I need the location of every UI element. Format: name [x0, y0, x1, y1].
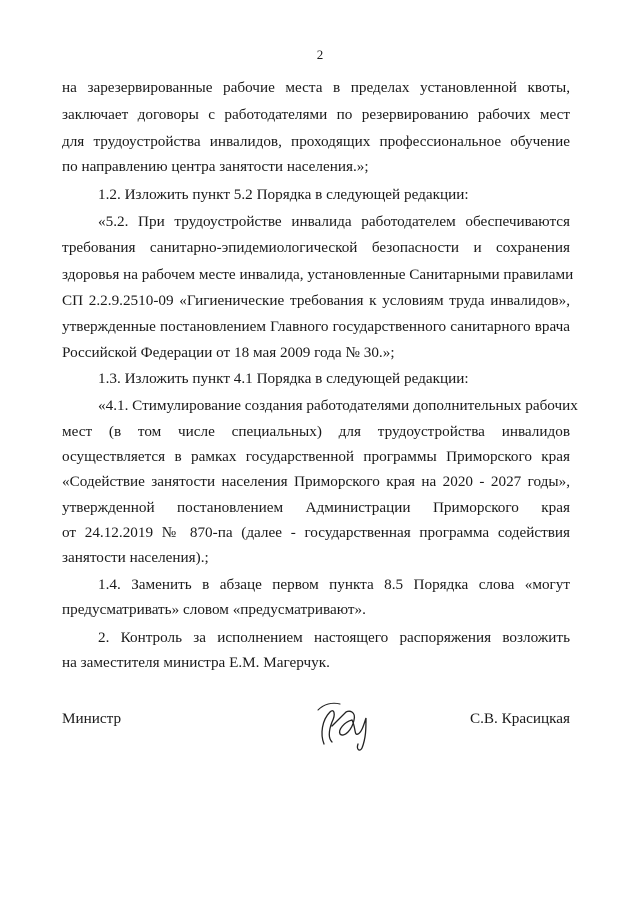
text-line: СП 2.2.9.2510-09 «Гигиенические требования к условиям труда инвалидов»,: [62, 292, 570, 309]
text-line: 1.3. Изложить пункт 4.1 Порядка в следующей редакции:: [98, 370, 469, 387]
text-line: 2. Контроль за исполнением настоящего распоряжения возложить: [98, 629, 570, 646]
text-line: по направлению центра занятости населения.»;: [62, 158, 369, 175]
page-number: 2: [316, 47, 324, 62]
text-line: мест (в том числе специальных) для трудоустройства инвалидов: [62, 423, 570, 440]
signature-block: [62, 710, 570, 770]
text-line: «Содействие занятости населения Приморского края на 2020 - 2027 годы»,: [62, 473, 570, 490]
text-line: на заместителя министра Е.М. Магерчук.: [62, 654, 330, 671]
text-line: здоровья на рабочем месте инвалида, установленные Санитарными правилами: [62, 266, 574, 283]
text-line: 1.2. Изложить пункт 5.2 Порядка в следующей редакции:: [98, 186, 469, 203]
text-line: занятости населения).;: [62, 549, 209, 566]
text-line: требования санитарно-эпидемиологической безопасности и сохранения: [62, 239, 570, 256]
text-line: 1.4. Заменить в абзаце первом пункта 8.5 Порядка слова «могут: [98, 576, 570, 593]
text-line: утвержденные постановлением Главного государственного санитарного врача: [62, 318, 570, 335]
text-line: утвержденной постановлением Администрации Приморского края: [62, 499, 570, 516]
text-line: «4.1. Стимулирование создания работодателями дополнительных рабочих: [98, 397, 578, 414]
text-line: осуществляется в рамках государственной программы Приморского края: [62, 448, 570, 465]
text-line: для трудоустройства инвалидов, проходящих профессиональное обучение: [62, 133, 570, 150]
signatory-name: С.В. Красицкая: [470, 710, 570, 727]
text-line: от 24.12.2019 № 870-па (далее - государственная программа содействия: [62, 524, 570, 541]
signatory-title: Министр: [62, 710, 122, 727]
text-line: Российской Федерации от 18 мая 2009 года № 30.»;: [62, 344, 395, 361]
text-line: заключает договоры с работодателями по резервированию рабочих мест: [62, 106, 570, 123]
text-line: «5.2. При трудоустройстве инвалида работодателем обеспечиваются: [98, 213, 570, 230]
text-line: на зарезервированные рабочие места в пределах установленной квоты,: [62, 79, 570, 96]
text-line: предусматривать» словом «предусматривают».: [62, 601, 366, 618]
handwritten-signature: [310, 698, 382, 758]
